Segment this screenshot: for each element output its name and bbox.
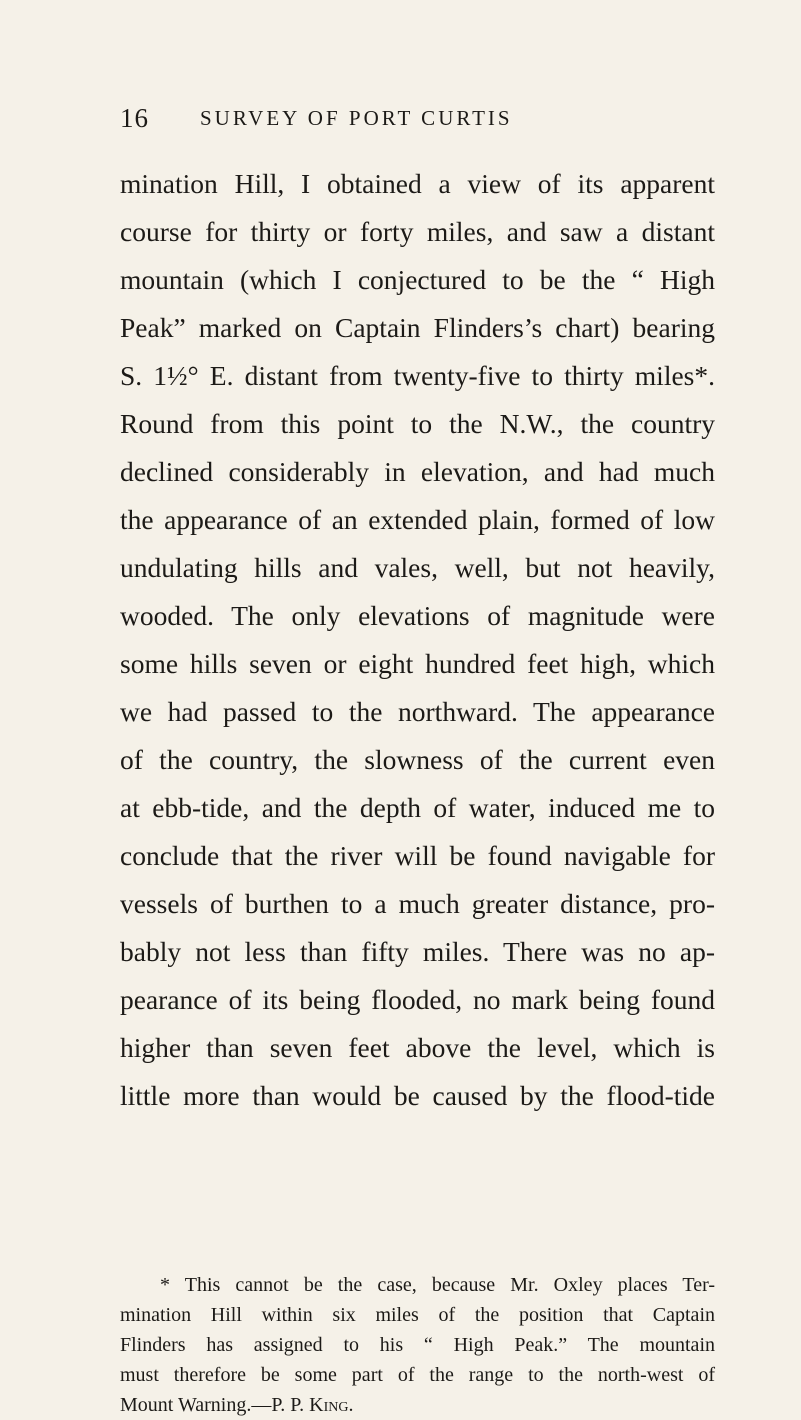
text-line: Round from this point to the N.W., the country xyxy=(120,408,715,439)
page-number: 16 xyxy=(120,103,149,133)
text-line: conclude that the river will be found navigable for xyxy=(120,840,715,871)
text-line: course for thirty or forty miles, and saw a distant xyxy=(120,216,715,247)
footnote-line: must therefore be some part of the range to the north-west of xyxy=(120,1364,715,1386)
text-line: undulating hills and vales, well, but not heavily, xyxy=(120,552,715,583)
text-line: at ebb-tide, and the depth of water, induced me to xyxy=(120,792,715,823)
text-line: little more than would be caused by the flood-tide xyxy=(120,1080,715,1111)
footnote-line: mination Hill within six miles of the position that Captain xyxy=(120,1304,715,1326)
text-line: pearance of its being flooded, no mark being found xyxy=(120,984,715,1015)
text-line: some hills seven or eight hundred feet high, which xyxy=(120,648,715,679)
text-line: bably not less than fifty miles. There was no ap- xyxy=(120,936,715,967)
body-text xyxy=(120,160,715,1120)
text-line: we had passed to the northward. The appearance xyxy=(120,696,715,727)
text-line: Peak” marked on Captain Flinders’s chart) bearing xyxy=(120,312,715,343)
text-line: the appearance of an extended plain, formed of low xyxy=(120,504,715,535)
text-line: vessels of burthen to a much greater distance, pro- xyxy=(120,888,715,919)
text-line: higher than seven feet above the level, which is xyxy=(120,1032,715,1063)
footnote-author: King. xyxy=(309,1394,354,1416)
footnote xyxy=(120,1270,715,1420)
text-line: of the country, the slowness of the current even xyxy=(120,744,715,775)
text-line: mination Hill, I obtained a view of its apparent xyxy=(120,168,715,199)
text-line: S. 1½° E. distant from twenty-five to thirty miles*. xyxy=(120,360,715,391)
footnote-last-line xyxy=(120,1390,715,1420)
footnote-line: Flinders has assigned to his “ High Peak.” The mountain xyxy=(120,1334,715,1356)
footnote-line: * This cannot be the case, because Mr. Oxley places Ter- xyxy=(160,1274,715,1296)
footnote-line-text: Mount Warning.—P. P. xyxy=(120,1394,310,1416)
text-line: wooded. The only elevations of magnitude were xyxy=(120,600,715,631)
page-header xyxy=(120,103,720,143)
text-line: mountain (which I conjectured to be the “ High xyxy=(120,264,715,295)
text-line: declined considerably in elevation, and had much xyxy=(120,456,715,487)
running-title: SURVEY OF PORT CURTIS xyxy=(200,106,513,130)
